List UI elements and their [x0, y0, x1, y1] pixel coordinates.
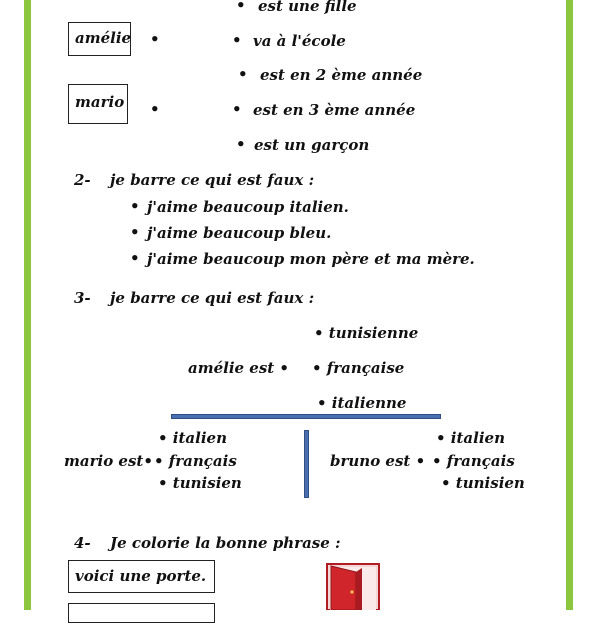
sentence-box-2[interactable]: [68, 603, 215, 623]
vertical-divider: [304, 430, 309, 498]
mario-option-1[interactable]: • italien: [158, 429, 228, 447]
option-3: est en 2 ème année: [260, 66, 423, 84]
amelie-option-2[interactable]: • française: [312, 359, 405, 377]
bruno-label: bruno est •: [330, 452, 426, 470]
name-box-amelie[interactable]: [68, 22, 131, 56]
mario-option-2[interactable]: • français: [154, 452, 237, 470]
sentence-1: voici une porte.: [75, 567, 207, 585]
option-1: est une fille: [258, 0, 357, 15]
option-dot-2[interactable]: •: [232, 31, 242, 49]
bullet-1: •: [130, 197, 140, 215]
exercise-2-item-1[interactable]: j'aime beaucoup italien.: [147, 198, 349, 216]
bullet-2: •: [130, 223, 140, 241]
exercise-3-number: 3-: [74, 289, 91, 307]
exercise-2-item-3[interactable]: j'aime beaucoup mon père et ma mère.: [147, 250, 475, 268]
option-dot-1[interactable]: •: [236, 0, 246, 14]
bruno-option-1[interactable]: • italien: [436, 429, 506, 447]
exercise-2-item-2[interactable]: j'aime beaucoup bleu.: [147, 224, 332, 242]
bruno-option-2[interactable]: • français: [432, 452, 515, 470]
horizontal-divider: [171, 414, 441, 419]
door-icon: [326, 562, 380, 610]
match-dot-mario[interactable]: •: [150, 100, 160, 118]
option-2: va à l'école: [253, 32, 346, 50]
exercise-4-instruction: Je colorie la bonne phrase :: [110, 534, 341, 552]
exercise-2-number: 2-: [74, 171, 91, 189]
page-border-right: [566, 0, 573, 610]
name-mario: mario: [75, 93, 125, 111]
option-dot-4[interactable]: •: [232, 100, 242, 118]
amelie-option-1[interactable]: • tunisienne: [314, 324, 419, 342]
page-border-left: [24, 0, 31, 610]
mario-option-3[interactable]: • tunisien: [158, 474, 242, 492]
option-dot-3[interactable]: •: [238, 65, 248, 83]
exercise-4-number: 4-: [74, 534, 91, 552]
sentence-box-1[interactable]: [68, 560, 215, 593]
option-4: est en 3 ème année: [253, 101, 416, 119]
match-dot-amelie[interactable]: •: [150, 30, 160, 48]
exercise-3-instruction: je barre ce qui est faux :: [110, 289, 315, 307]
bruno-option-3[interactable]: • tunisien: [441, 474, 525, 492]
mario-label: mario est•: [64, 452, 153, 470]
amelie-label: amélie est •: [188, 359, 290, 377]
option-5: est un garçon: [254, 136, 370, 154]
bullet-3: •: [130, 249, 140, 267]
exercise-2-instruction: je barre ce qui est faux :: [110, 171, 315, 189]
option-dot-5[interactable]: •: [236, 135, 246, 153]
amelie-option-3[interactable]: • italienne: [317, 394, 407, 412]
name-box-mario[interactable]: [68, 84, 128, 124]
name-amelie: amélie: [75, 29, 132, 47]
